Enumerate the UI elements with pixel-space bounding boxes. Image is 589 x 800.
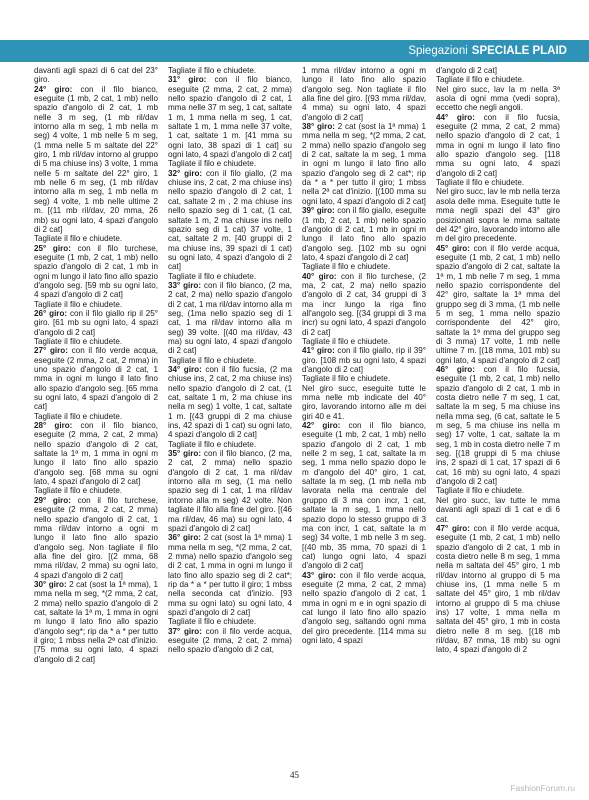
paragraph — [168, 627, 292, 655]
paragraph — [302, 346, 426, 374]
round-heading: 33° giro: — [168, 280, 202, 290]
paragraph-text: Tagliate il filo e chiudete. — [302, 262, 391, 272]
paragraph-text: con il filo bianco, eseguite (1 mb, 2 cat, 1 mb) nello spazio d'angolo di 2 cat, 1 mb nelle 3 m seg, (1 mb ril/dav intorno alla m seg, 1 mb nella m seg) 4 volte, 1 mb nelle 5 m seg, (1 mma nelle 5 m saltate del 22° giro, 1 mb ril/dav intorno al gruppo di 5 ma chiuse ins) 3 volte, 1 mma nelle 5 m saltate del 22° giro, 1 mb nelle 6 m seg, (1 mb ril/dav intorno alla m seg, 1 mb nella m seg) 4 volte, 1 mb nelle ultime 2 m. [(11 mb ril/dav, 20 mma, 26 mb) su ogni lato, 4 spazi d'angolo di 2 cat] — [34, 84, 158, 234]
round-heading: 24° giro: — [34, 84, 73, 94]
round-heading: 35° giro: — [168, 449, 202, 459]
paragraph-text: con il filo verde acqua, eseguite (1 mb, 2 cat, 1 mb) nello spazio d'angolo di 2 cat, 1 mb in costa dietro nelle 8 m seg, 1 mma nella m saltata del 45° giro, 1 mb ril/dav intorno al gruppo di 5 ma chiuse ins, (1 mma nelle 5 m saltate del 45° giro, 1 mb ril/dav intorno al gruppo di 5 ma chiuse ins) 17 volte, 1 mma nella m saltata del 45° giro, 1 mb in costa dietro nelle 8 m seg. [(18 mb ril/dav, 87 mma, 18 mb) su ogni lato, 4 spazi d'angolo di 2 — [436, 523, 560, 655]
paragraph — [168, 440, 292, 449]
paragraph-text: Tagliate il filo e chiudete. — [168, 66, 257, 75]
paragraph — [168, 66, 292, 75]
page-number: 45 — [290, 770, 299, 780]
paragraph — [302, 66, 426, 122]
paragraph — [436, 178, 560, 187]
paragraph — [34, 486, 158, 495]
round-heading: 29° giro: — [34, 495, 71, 505]
paragraph-text: con il filo turchese, eseguite (1 mb, 2 cat, 1 mb) nello spazio d'angolo di 2 cat, 1 mb in ogni m lungo il lato fino allo spazio d'angolo seg. [59 mb su ogni lato, 4 spazi d'angolo di 2 cat] — [34, 243, 158, 300]
round-heading: 32° giro: — [168, 168, 203, 178]
round-heading: 27° giro: — [34, 346, 68, 356]
page-header — [0, 40, 589, 62]
paragraph — [302, 384, 426, 421]
paragraph — [436, 486, 560, 495]
paragraph — [302, 272, 426, 337]
paragraph-text: con il filo bianco, eseguite (1 mb, 2 cat, 1 mb) nello spazio d'angolo di 2 cat, 1 mb nelle 2 m seg, 1 cat, saltate la m seg, 1 mma nello spazio dopo le m d'angolo del 40° giro, 1 cat, saltate la m seg, (1 mb nella mb lavorata nella ma centrale del gruppo di 3 ma con incr, 1 cat, saltate la m seg, 1 mma nello spazio dopo lo stesso gruppo di 3 ma con incr, 1 cat, saltate la m seg) 34 volte, 1 mb nelle 3 m seg. [(40 mb, 35 mma, 70 spazi di 1 cat) lungo ogni lato, 4 spazi d'angolo di 2 cat] — [302, 421, 426, 571]
paragraph-text: Tagliate il filo e chiudete. — [436, 75, 525, 85]
column-1 — [34, 66, 158, 766]
paragraph-text: Tagliate il filo e chiudete. — [436, 486, 525, 496]
paragraph — [302, 122, 426, 206]
paragraph-text: con il filo verde acqua, eseguite (1 mb, 2 cat, 1 mb) nello spazio d'angolo di 2 cat, saltate la 1ª m, 1 mb nelle 7 m seg, 1 mma nello spazio corrispondente del 42° giro, saltate la 1ª mma del gruppo seg di 3 mma, (1 mb nelle 5 m seg, 1 mma nello spazio corrispondente del 42° giro, saltate la 1ª mma del gruppo seg di 3 mma) 17 volte, 1 mb nelle ultime 7 m. [(18 mma, 101 mb) su ogni lato, 4 spazi d'angolo di 2 cat] — [436, 243, 560, 365]
paragraph-text: Tagliate il filo e chiudete. — [34, 234, 123, 244]
paragraph — [436, 496, 560, 524]
paragraph — [168, 281, 292, 356]
paragraph-text: d'angolo di 2 cat] — [436, 66, 497, 75]
round-heading: 28° giro: — [34, 421, 73, 431]
paragraph-text: con il filo verde acqua, eseguite (2 mma, 2 cat, 2 mma) nello spazio d'angolo di 2 cat, 1 mma in ogni m e in ogni spazio di cat lungo il lato fino allo spazio d'angolo seg, saltando ogni mma del giro precedente. [114 mma su ogni lato, 4 spazi — [302, 570, 426, 645]
round-heading: 34° giro: — [168, 365, 202, 374]
paragraph-text: con il filo giallo, rip il 39° giro. [108 mb su ogni lato, 4 spazi d'angolo di 2 cat] — [302, 346, 426, 374]
column-3 — [302, 66, 426, 766]
paragraph — [34, 66, 158, 85]
paragraph — [436, 75, 560, 84]
round-heading: 25° giro: — [34, 243, 71, 253]
paragraph — [436, 187, 560, 243]
paragraph — [34, 309, 158, 337]
header-prefix: Spiegazioni — [408, 45, 468, 57]
paragraph — [302, 262, 426, 271]
paragraph — [168, 617, 292, 626]
paragraph-text: con il filo bianco, eseguite (2 mma, 2 cat, 2 mma) nello spazio d'angolo di 2 cat, saltate la 1ª m, 1 mma in ogni m lungo il lato fino allo spazio d'angolo seg. [68 mma su ogni lato, 4 spazi d'angolo di 2 cat] — [34, 421, 158, 487]
paragraph — [168, 159, 292, 168]
paragraph-text: con il filo bianco, eseguite (2 mma, 2 cat, 2 mma) nello spazio d'angolo di 2 cat, 1 mma nelle 37 m seg, 1 cat, saltate 1 m, 1 mma nella m seg, 1 cat, saltate 1 m, 1 mma nelle 37 volte, 1 cat, saltate 1 m. [41 mma su ogni lato, 38 spazi di 1 cat] su ogni lato, 4 spazi d'angolo di 2 cat] — [168, 75, 292, 160]
paragraph — [168, 272, 292, 281]
paragraph — [168, 449, 292, 533]
paragraph — [436, 85, 560, 113]
paragraph — [436, 244, 560, 365]
paragraph — [302, 206, 426, 262]
column-4 — [436, 66, 560, 766]
paragraph-text: con il filo verde acqua, eseguite (2 mma, 2 cat, 2 mma) nello spazio d'angolo di 2 cat, — [168, 626, 292, 655]
paragraph-text: Tagliate il filo e chiudete. — [168, 617, 257, 627]
paragraph — [34, 85, 158, 235]
column-2 — [168, 66, 292, 766]
header-title: SPECIALE PLAID — [471, 45, 567, 57]
paragraph — [302, 571, 426, 646]
round-heading: 45° giro: — [436, 243, 470, 253]
paragraph-text: Tagliate il filo e chiudete. — [34, 486, 123, 496]
paragraph-text: con il filo fucsia, (2 ma chiuse ins, 2 cat, 2 ma chiuse ins) nello spazio d'angolo di 2 cat, (1 cat, saltate 1 m, 2 ma chiuse ins nella m seg) 1 volte, 1 cat, saltate 1 m. [(43 gruppi di 2 ma chiuse ins, 42 spazi di 1 cat) su ogni lato, 4 spazi d'angolo di 2 cat] — [168, 365, 292, 440]
text-columns — [34, 66, 560, 766]
paragraph-text: con il filo giallo rip il 25° giro. [61 mb su ogni lato, 4 spazi d'angolo di 2 cat] — [34, 308, 158, 337]
paragraph-text: 1 mma ril/dav intorno a ogni m lungo il lato fino allo spazio d'angolo seg. Non tagliate il filo alla fine del giro. [(93 mma ril/dav, 4 mma) su ogni lato, 4 spazi d'angolo di 2 cat] — [302, 66, 426, 122]
paragraph — [168, 365, 292, 440]
round-heading: 41° giro: — [302, 346, 335, 356]
paragraph-text: con il filo bianco, (2 ma, 2 cat, 2 ma) nello spazio d'angolo di 2 cat, 1 ma ril/dav intorno alla m seg, (1ma nello spazio seg di 1 cat, 1 ma ril/dav intorno alla m seg) 39 volte. [(40 ma ril/dav, 43 ma) su ogni lato, 4 spazi d'angolo di 2 cat] — [168, 280, 292, 356]
paragraph-text: Nel giro succ, eseguite tutte le mma nelle mb indicate del 40° giro, lavorando intorno alle m dei giri 40 e 41. — [302, 383, 426, 421]
paragraph-text: 2 cat (sost la 1ª mma) 1 mma nella m seg, *(2 mma, 2 cat, 2 mma) nello spazio d'angolo seg di 2 cat, 1 mma in ogni m lungo il lato fino allo spazio seg di 2 cat*; rip da * a * per tutto il giro; 1 mbss nella seconda cat d'inizio. [93 mma su ogni lato) su ogni lato, 4 spazi d'angolo di 2 cat] — [168, 533, 292, 617]
paragraph-text: Tagliate il filo e chiudete. — [168, 355, 257, 365]
paragraph — [34, 496, 158, 580]
round-heading: 30° giro: — [34, 579, 67, 589]
paragraph — [436, 66, 560, 75]
paragraph-text: Tagliate il filo e chiudete. — [436, 178, 525, 188]
paragraph — [436, 365, 560, 486]
round-heading: 36° giro: — [168, 533, 201, 543]
paragraph-text: con il filo bianco, (2 ma, 2 cat, 2 mma) nello spazio d'angolo di 2 cat, 1 ma ril/dav intorno alla m seg, (1 ma nello spazio seg di 1 cat, 1 ma ril/dav intorno alla m seg) 42 volte. Non tagliate il filo alla fine del giro. [(46 ma ril/dav, 46 ma) su ogni lato, 4 spazi d'angolo di 2 cat] — [168, 449, 292, 533]
paragraph-text: con il filo giallo, (2 ma chiuse ins, 2 cat, 2 ma chiuse ins) nello spazio d'angolo di 2 cat, 1 cat, saltate 2 m , 2 ma chiuse ins nello spazio seg di 1 cat, (1 cat, saltate 1 m, 2 ma chiuse ins nello spazio seg di 1 cat) 37 volte, 1 cat, saltate 2 m. [40 gruppi di 2 ma chiuse ins, 39 spazi di 1 cat) su ogni lato, 4 spazi d'angolo di 2 cat] — [168, 168, 292, 272]
paragraph — [302, 421, 426, 571]
paragraph — [34, 346, 158, 411]
round-heading: 44° giro: — [436, 112, 475, 122]
paragraph — [302, 374, 426, 383]
paragraph — [34, 412, 158, 421]
paragraph-text: Nel giro succ, lav le mb nella terza asola delle mma. Eseguite tutte le mma negli spazi del 43° giro posizionati sopra le mma saltate del 42° giro, lavorando intorno alle m del giro precedente. — [436, 187, 560, 244]
paragraph — [168, 169, 292, 272]
round-heading: 42° giro: — [302, 421, 341, 431]
paragraph — [34, 580, 158, 664]
paragraph-text: 2 cat (sost la 1ª mma) 1 mma nella m seg, *(2 mma, 2 cat, 2 mma) nello spazio d'angolo seg di 2 cat, saltate la m seg, 1 mma in ogni m lungo il lato fino allo spazio d'angolo seg di 2 cat*; rip da * a * per tutto il giro; 1 mbss nella 2ª cat d'inizio. [(100 mma su ogni lato, 4 spazi d'angolo di 2 cat] — [302, 122, 426, 206]
round-heading: 26° giro: — [34, 308, 68, 318]
paragraph-text: Tagliate il filo e chiudete. — [34, 299, 123, 309]
paragraph-text: Tagliate il filo e chiudete. — [168, 159, 257, 169]
paragraph-text: Tagliate il filo e chiudete. — [302, 336, 391, 346]
paragraph-text: con il filo giallo, eseguite (1 mb, 2 cat, 1 mb) nello spazio d'angolo di 2 cat, 1 mb in ogni m lungo il lato fino allo spazio d'angolo seg. [102 mb su ogni lato, 4 spazi d'angolo di 2 cat] — [302, 206, 426, 262]
paragraph — [34, 337, 158, 346]
paragraph-text: davanti agli spazi di 6 cat del 23° giro. — [34, 66, 158, 85]
paragraph — [168, 356, 292, 365]
paragraph-text: con il filo turchese, eseguite (2 mma, 2 cat, 2 mma) nello spazio d'angolo di 2 cat, 1 mma ril/dav intorno a ogni m lungo il lato fino allo spazio d'angolo seg. Non tagliate il filo alla fine del giro. [(2 mma, 68 mma ril/dav, 2 mma) su ogni lato, 4 spazi d'angolo di 2 cat] — [34, 495, 158, 580]
paragraph — [436, 524, 560, 655]
paragraph-text: Tagliate il filo e chiudete. — [34, 411, 123, 421]
paragraph — [34, 244, 158, 300]
round-heading: 43° giro: — [302, 570, 336, 580]
round-heading: 31° giro: — [168, 75, 207, 85]
paragraph — [34, 421, 158, 486]
watermark: FashionForum.ru — [510, 783, 575, 793]
round-heading: 47° giro: — [436, 523, 470, 533]
paragraph — [34, 234, 158, 243]
paragraph-text: Nel giro succ, lav tutte le mma davanti agli spazi di 1 cat e di 6 cat. — [436, 495, 560, 524]
paragraph — [436, 113, 560, 178]
paragraph-text: Tagliate il filo e chiudete. — [168, 439, 257, 449]
paragraph-text: 2 cat (sost la 1ª mma), 1 mma nella m seg, *(2 mma, 2 cat, 2 mma) nello spazio d'angolo di 2 cat, saltate la 1ª m, 1 mma in ogni m lungo il lato fino allo spazio d'angolo seg*; rip da * a * per tutto il giro; 1 mbss nella 2ª cat d'inizio. [75 mma su ogni lato, 4 spazi d'angolo di 2 cat] — [34, 579, 158, 664]
paragraph — [168, 533, 292, 617]
paragraph-text: con il filo verde acqua, eseguite (2 mma, 2 cat, 2 mma) in uno spazio d'angolo di 2 cat, 1 mma in ogni m lungo il lato fino allo spazio d'angolo seg. [65 mma su ogni lato, 4 spazi d'angolo di 2 cat] — [34, 346, 158, 412]
paragraph-text: Nel giro succ, lav la m nella 3ª asola di ogni mma (vedi sopra), eccetto che negli angoli. — [436, 84, 560, 113]
paragraph-text: con il filo fucsia, eseguite (2 mma, 2 cat, 2 mma) nello spazio d'angolo di 2 cat, 1 mma in ogni m lungo il lato fino allo spazio d'angolo seg. [118 mma su ogni lato, 4 spazi d'angolo di 2 cat] — [436, 112, 560, 178]
paragraph-text: con il filo fucsia, eseguite (1 mb, 2 cat, 1 mb) nello spazio d'angolo di 2 cat, 1 mb in costa dietro nelle 7 m seg, 1 cat, saltate la m seg, 5 ma chiuse ins nella mma seg, (6 cat, saltate le 5 m seg, 5 ma chiuse ins nella m seg) 17 volte, 1 cat, saltate la m seg, 1 mb in costa dietro nelle 7 m seg. [(18 gruppi di 5 ma chiuse ins, 2 spazi di 1 cat, 17 spazi di 6 cat, 16 mb) su ogni lato, 4 spazi d'angolo di 2 cat] — [436, 365, 560, 487]
round-heading: 37° giro: — [168, 626, 202, 636]
round-heading: 39° giro: — [302, 206, 335, 216]
paragraph — [168, 75, 292, 159]
round-heading: 46° giro: — [436, 365, 475, 374]
round-heading: 38° giro: — [302, 122, 335, 132]
paragraph-text: Tagliate il filo e chiudete. — [168, 271, 257, 281]
paragraph — [302, 337, 426, 346]
paragraph-text: Tagliate il filo e chiudete. — [34, 336, 123, 346]
paragraph-text: con il filo turchese, (2 ma, 2 cat, 2 ma) nello spazio d'angolo di 2 cat, 34 gruppi di 3 ma incr lungo la riga fino all'angolo seg. [(34 gruppi di 3 ma incr) su ogni lato, 4 spazi d'angolo di 2 cat] — [302, 271, 426, 337]
paragraph-text: Tagliate il filo e chiudete. — [302, 374, 391, 384]
round-heading: 40° giro: — [302, 271, 337, 281]
paragraph — [34, 300, 158, 309]
